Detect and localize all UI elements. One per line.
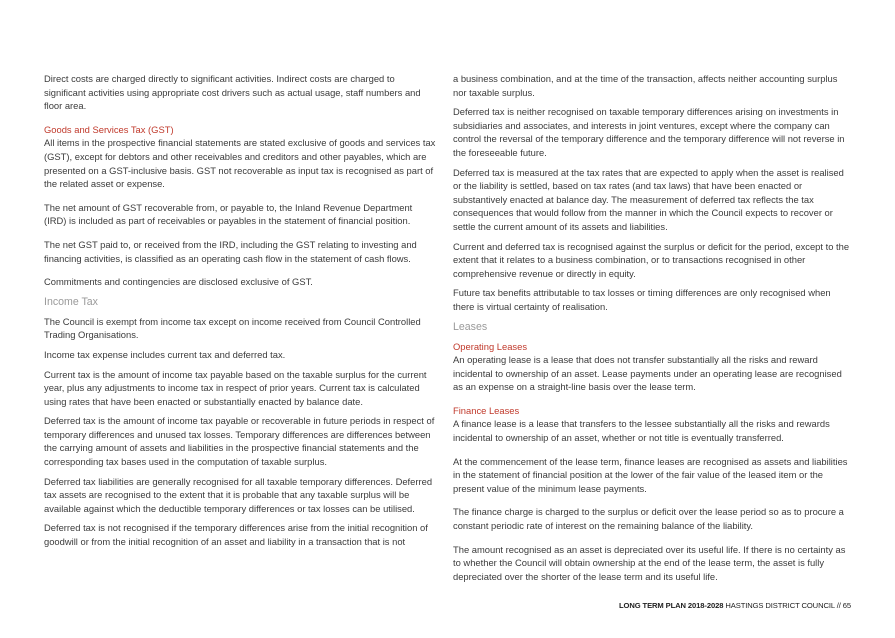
finance-leases-paragraph-3: The finance charge is charged to the surplus or deficit over the lease period so as to procure a constant periodic rate of interest on the remaining balance of the liability.	[453, 506, 844, 532]
footer-plan-title: LONG TERM PLAN 2018-2028	[618, 601, 724, 610]
deferred-tax-paragraph-3: Current and deferred tax is recognised against the surplus or deficit for the period, except to the extent that it relates to a business combination, or to transactions recognised in other comprehensive revenue or directly in equity.	[453, 240, 850, 279]
footer-page-number: 65	[842, 601, 851, 610]
footer-council-name: HASTINGS DISTRICT COUNCIL	[725, 601, 835, 610]
income-tax-paragraph-6: Deferred tax is not recognised if the temporary differences arise from the initial recognition of goodwill or from the initial recognition of an asset and liability in a transaction that is not	[44, 522, 428, 548]
income-tax-heading: Income Tax	[44, 295, 98, 308]
deferred-tax-paragraph-1: Deferred tax is neither recognised on taxable temporary differences arising on investments in subsidiaries and associates, and interests in joint ventures, except where the company can control the reversal of the temporary difference and the temporary difference will not reverse in the foreseeable future.	[453, 106, 845, 158]
gst-heading: Goods and Services Tax (GST)	[44, 123, 174, 135]
operating-leases-paragraph: An operating lease is a lease that does not transfer substantially all the risks and reward incidental to ownership of an asset. Lease payments under an operating lease are recognised as an expense on a straight-line basis over the lease term.	[453, 354, 842, 393]
income-tax-paragraph-2: Income tax expense includes current tax and deferred tax.	[44, 348, 286, 360]
finance-leases-paragraph-2: At the commencement of the lease term, finance leases are recognised as assets and liabilities in the statement of financial position at the lower of the fair value of the leased item or the present value of the minimum lease payments.	[453, 455, 848, 494]
income-tax-paragraph-5: Deferred tax liabilities are generally recognised for all taxable temporary differences. Deferred tax assets are recognised to the extent that it is probable that any taxable surplus will be available against which the deductible temporary differences or tax losses can be utilised.	[44, 475, 433, 514]
deferred-tax-paragraph-4: Future tax benefits attributable to tax losses or timing differences are only recognised when there is virtual certainty of realisation.	[453, 287, 831, 312]
footer-separator: //	[836, 601, 841, 610]
finance-leases-heading: Finance Leases	[453, 404, 520, 416]
continued-paragraph: a business combination, and at the time of the transaction, affects neither accounting surplus nor taxable surplus.	[453, 73, 838, 98]
right-column	[453, 72, 851, 589]
gst-paragraph-3: The net GST paid to, or received from the IRD, including the GST relating to investing and financing activities, is classified as an operating cash flow in the statement of cash flows.	[44, 238, 417, 264]
gst-paragraph-2: The net amount of GST recoverable from, or payable to, the Inland Revenue Department (IRD) is included as part of receivables or payables in the statement of financial position.	[44, 201, 413, 227]
operating-leases-heading: Operating Leases	[453, 340, 528, 352]
income-tax-paragraph-3: Current tax is the amount of income tax payable based on the taxable surplus for the current year, plus any adjustments to income tax in respect of prior years. Current tax is calculated using rates that have been enacted or substantially enacted by balance date.	[44, 368, 427, 407]
deferred-tax-paragraph-2: Deferred tax is measured at the tax rates that are expected to apply when the asset is realised or the liability is settled, based on tax rates (and tax laws) that have been enacted or substantively enacted at balance day. The measurement of deferred tax reflects the tax consequences that would follow from the manner in which the Council expects to recover or settle the current amount of its assets and liabilities.	[453, 166, 844, 232]
finance-leases-paragraph-4: The amount recognised as an asset is depreciated over its useful life. If there is no certainty as to whether the Council will obtain ownership at the end of the lease term, the asset is fully depreciated over the shorter of the lease term and its useful life.	[453, 543, 846, 582]
gst-paragraph-4: Commitments and contingencies are disclosed exclusive of GST.	[44, 276, 313, 288]
direct-costs-paragraph: Direct costs are charged directly to significant activities. Indirect costs are charged to significant activities using appropriate cost drivers such as actual usage, staff numbers and floor area.	[44, 73, 421, 112]
gst-paragraph-1: All items in the prospective financial statements are stated exclusive of goods and services tax (GST), except for debtors and other receivables and creditors and other payables, which are presented on a GST-inclusive basis. GST not recoverable as input tax is recognised as part of the related asset or expense.	[44, 137, 436, 190]
income-tax-paragraph-1: The Council is exempt from income tax except on income received from Council Controlled Trading Organisations.	[44, 315, 421, 341]
income-tax-paragraph-4: Deferred tax is the amount of income tax payable or recoverable in future periods in respect of temporary differences and unused tax losses. Temporary differences are differences between the carrying amount of assets and liabilities in the prospective financial statements and the corresponding tax bases used in the computation of taxable surplus.	[44, 415, 435, 468]
page-footer	[619, 601, 851, 610]
leases-heading: Leases	[453, 320, 488, 333]
finance-leases-paragraph-1: A finance lease is a lease that transfers to the lessee substantially all the risks and rewards incidental to ownership of an asset, whether or not title is eventually transferred.	[453, 418, 830, 444]
left-column	[44, 72, 436, 555]
